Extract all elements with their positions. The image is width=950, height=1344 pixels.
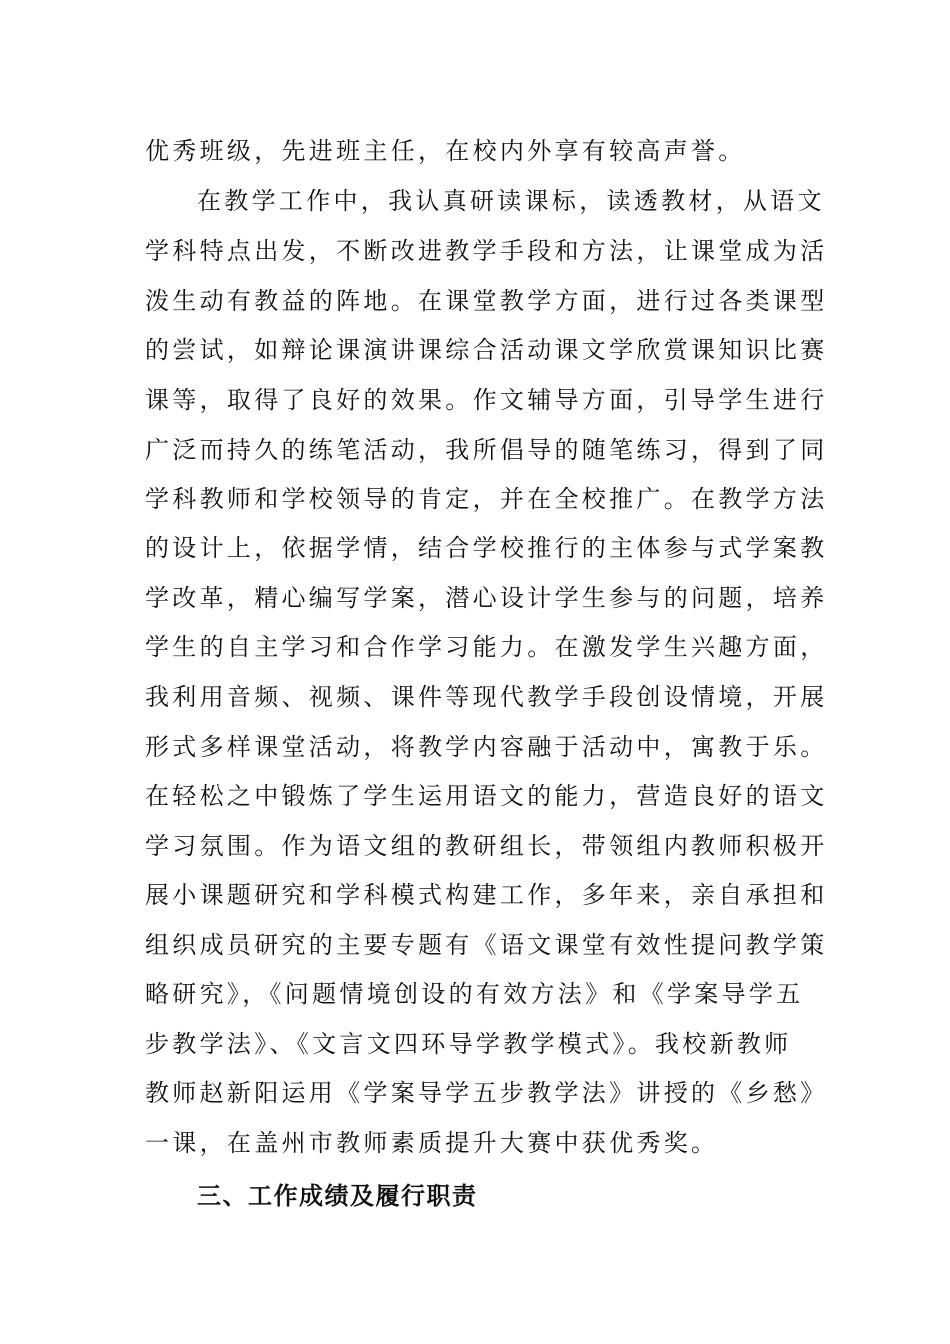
text-line: 泼生动有教益的阵地。在课堂教学方面，进行过各类课型	[145, 287, 828, 315]
text-line: 步教学法》、《文言文四环导学教学模式》。我校新教师	[145, 1030, 792, 1058]
paragraph-first-line: 在教学工作中，我认真研读课标，读透教材，从语文	[197, 187, 825, 215]
text-line: 学习氛围。作为语文组的教研组长，带领组内教师积极开	[145, 832, 828, 860]
text-line: 广泛而持久的练笔活动，我所倡导的随笔练习，得到了同	[145, 436, 828, 464]
text-line: 在轻松之中锻炼了学生运用语文的能力，营造良好的语文	[145, 782, 828, 810]
text-line: 课等，取得了良好的效果。作文辅导方面，引导学生进行	[145, 386, 828, 414]
text-line: 略研究》，《问题情境创设的有效方法》和《学案导学五	[145, 980, 804, 1008]
text-line: 形式多样课堂活动，将教学内容融于活动中，寓教于乐。	[145, 733, 828, 761]
text-line: 优秀班级，先进班主任，在校内外享有较高声誉。	[145, 137, 746, 165]
text-line: 学生的自主学习和合作学习能力。在激发学生兴趣方面，	[145, 633, 828, 661]
text-line: 一课，在盖州市教师素质提升大赛中获优秀奖。	[145, 1129, 719, 1157]
text-line: 学科特点出发，不断改进教学手段和方法，让课堂成为活	[145, 237, 828, 265]
text-line: 学科教师和学校领导的肯定，并在全校推广。在教学方法	[145, 485, 828, 513]
text-line: 我利用音频、视频、课件等现代教学手段创设情境，开展	[145, 683, 828, 711]
text-line: 展小课题研究和学科模式构建工作，多年来，亲自承担和	[145, 881, 828, 909]
text-line: 的设计上，依据学情，结合学校推行的主体参与式学案教	[145, 534, 828, 562]
text-line: 组织成员研究的主要专题有《语文课堂有效性提问教学策	[145, 931, 828, 959]
text-line: 的尝试，如辩论课演讲课综合活动课文学欣赏课知识比赛	[145, 336, 828, 364]
text-line: 教师赵新阳运用《学案导学五步教学法》讲授的《乡愁》	[145, 1079, 828, 1107]
text-line: 学改革，精心编写学案，潜心设计学生参与的问题，培养	[145, 584, 828, 612]
section-heading: 三、工作成绩及履行职责	[197, 1182, 478, 1210]
